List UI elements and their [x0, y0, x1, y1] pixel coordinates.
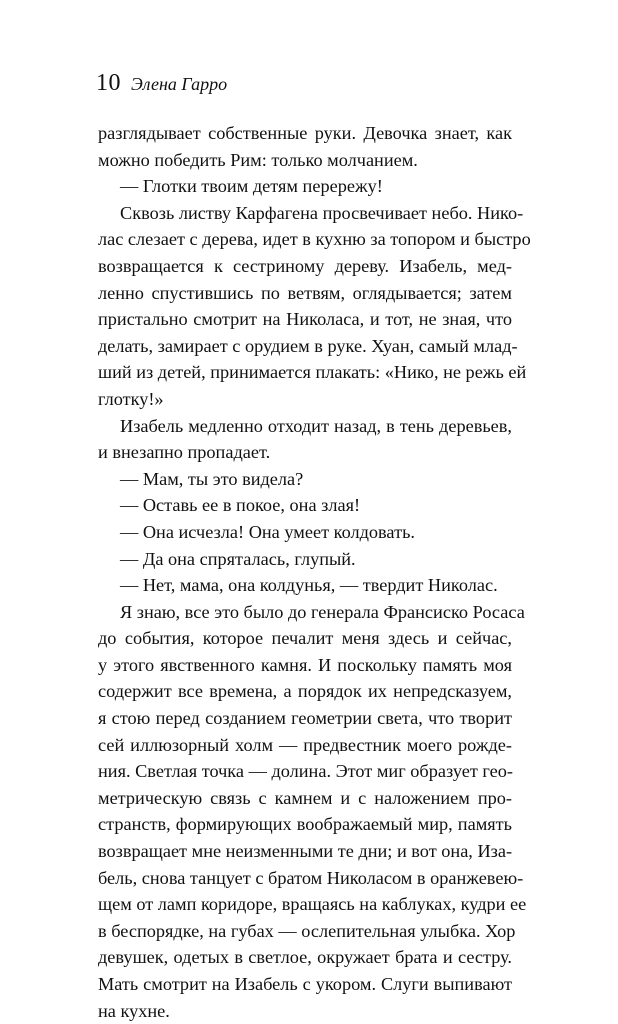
text-line: — Да она спряталась, глупый.	[120, 548, 356, 569]
text-line: разглядывает собственные руки. Девочка знает, как	[98, 123, 512, 143]
text-line: — Глотки твоим детям перережу!	[120, 176, 383, 197]
text-line: ший из детей, принимается плакать: «Нико, не режь ей	[98, 362, 527, 383]
running-head-author: Элена Гарро	[131, 74, 228, 94]
text-line: и внезапно пропадает.	[98, 442, 271, 463]
text-line: возвращается к сестриному дереву. Изабель, мед-	[98, 255, 512, 276]
text-line: бель, снова танцует с братом Николасом в оранжевею-	[98, 867, 524, 888]
text-line: — Мам, ты это видела?	[120, 468, 304, 489]
page-header	[96, 70, 227, 97]
text-line: странств, формирующих воображаемый мир, память	[98, 814, 512, 835]
text-line: лас слезает с дерева, идет в кухню за топором и быстро	[98, 229, 531, 250]
text-line: девушек, одетых в светлое, окружает брата и сестру.	[98, 947, 512, 968]
text-line: — Оставь ее в покое, она злая!	[120, 495, 361, 516]
text-line: Я знаю, все это было до генерала Франсиско Росаса	[120, 601, 525, 622]
text-line: — Нет, мама, она колдунья, — твердит Николас.	[120, 575, 498, 596]
text-line: возвращает мне неизменными те дни; и вот она, Иза-	[98, 841, 513, 862]
text-line: до события, которое печалит меня здесь и сейчас,	[98, 628, 512, 649]
text-line: на кухне.	[98, 1000, 170, 1021]
text-line: глотку!»	[98, 388, 164, 409]
text-line: Мать смотрит на Изабель с укором. Слуги выпивают	[98, 974, 512, 994]
body-text	[98, 120, 531, 1024]
text-line: — Она исчезла! Она умеет колдовать.	[120, 521, 415, 542]
text-line: ленно спустившись по ветвям, оглядывается; затем	[98, 282, 512, 303]
text-line: пристально смотрит на Николаса, и тот, не зная, что	[98, 309, 512, 330]
text-line: ния. Светлая точка — долина. Этот миг образует гео-	[98, 761, 513, 782]
text-line: метрическую связь с камнем и с наложением про-	[98, 787, 512, 808]
text-line: Сквозь листву Карфагена просвечивает небо. Нико-	[120, 202, 524, 223]
text-line: можно победить Рим: только молчанием.	[98, 149, 418, 170]
text-line: Изабель медленно отходит назад, в тень деревьев,	[120, 415, 512, 436]
text-line: я стою перед созданием геометрии света, что творит	[98, 708, 512, 729]
text-line: щем от ламп коридоре, вращаясь на каблуках, кудри ее	[98, 894, 527, 915]
text-line: у этого явственного камня. И поскольку память моя	[98, 654, 512, 675]
text-line: сей иллюзорный холм — предвестник моего рожде-	[98, 734, 512, 755]
page-number: 10	[96, 70, 121, 96]
text-line: делать, замирает с орудием в руке. Хуан, самый млад-	[98, 335, 518, 356]
text-line: в беспорядке, на губах — ослепительная улыбка. Хор	[98, 920, 516, 941]
text-line: содержит все времена, а порядок их непредсказуем,	[98, 681, 512, 702]
